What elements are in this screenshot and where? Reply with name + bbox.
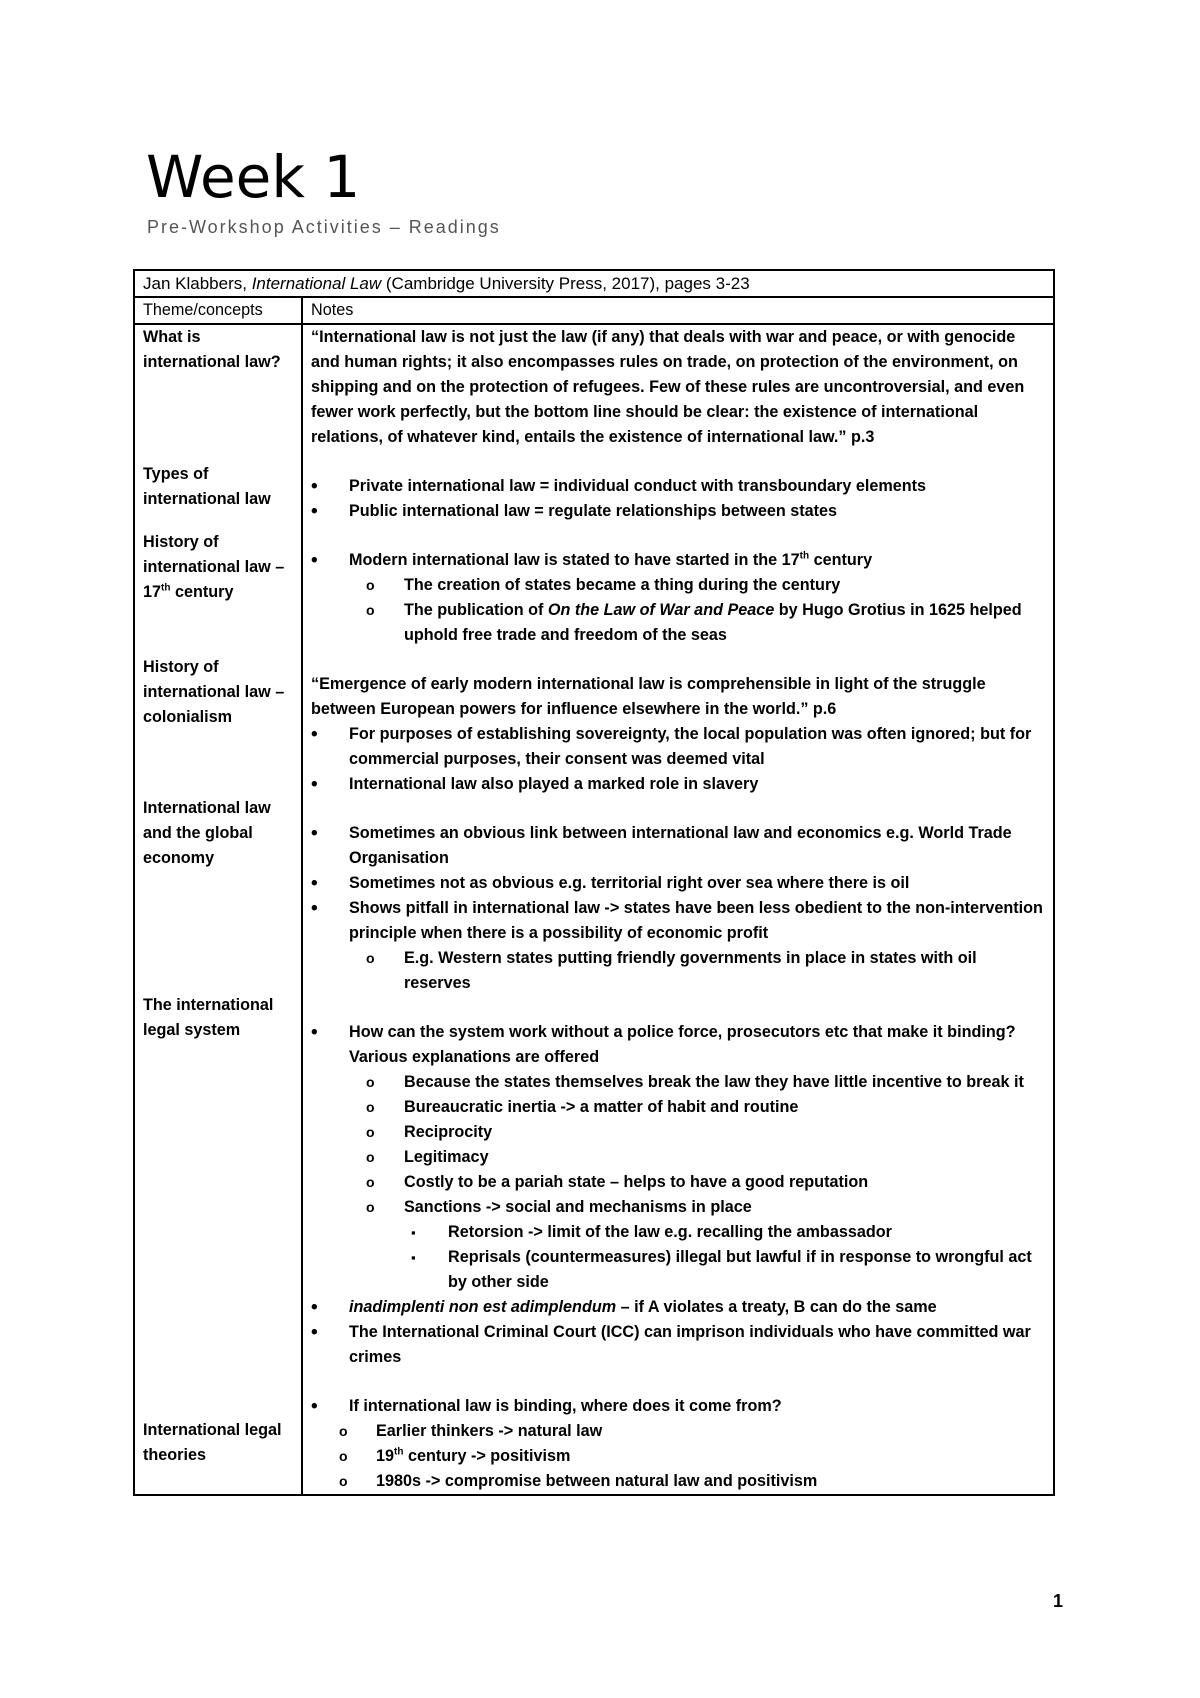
list-item: o Reciprocity [311, 1120, 1045, 1145]
note-section-definition [311, 325, 1045, 450]
citation-details: (Cambridge University Press, 2017), pages 3-23 [381, 274, 750, 293]
note-section-types [311, 474, 1045, 524]
theme-legal-theories: International legal theories [143, 1421, 282, 1464]
theme-history-17th: History of international law – 17th century [143, 533, 285, 601]
notes-table [133, 269, 1055, 1496]
list-item: • The International Criminal Court (ICC) can imprison individuals who have committed war crimes [311, 1320, 1045, 1370]
list-item: o The creation of states became a thing during the century [311, 573, 1045, 598]
note-section-global-economy [311, 821, 1045, 996]
list-item: • International law also played a marked role in slavery [311, 772, 1045, 797]
list-item: o Bureaucratic inertia -> a matter of habit and routine [311, 1095, 1045, 1120]
source-citation [134, 270, 1054, 297]
page-subtitle: Pre-Workshop Activities – Readings [147, 217, 501, 237]
theme-what-is-international-law: What is international law? [143, 328, 281, 371]
list-item: • For purposes of establishing sovereignty, the local population was often ignored; but for commercial purposes, their consent was deemed vital [311, 722, 1045, 772]
theme-history-colonialism: History of international law – colonialism [143, 658, 285, 726]
list-item: o Sanctions -> social and mechanisms in place [311, 1195, 1045, 1220]
list-item: • Modern international law is stated to have started in the 17th century [311, 548, 1045, 573]
list-item: • Sometimes an obvious link between international law and economics e.g. World Trade Organisation [311, 821, 1045, 871]
list-item: ▪ Retorsion -> limit of the law e.g. recalling the ambassador [311, 1220, 1045, 1245]
citation-author: Jan Klabbers, [143, 274, 252, 293]
list-item: • Private international law = individual conduct with transboundary elements [311, 474, 1045, 499]
header-row [134, 297, 1054, 324]
list-item: o 19th century -> positivism [311, 1444, 1045, 1469]
list-item: ▪ Reprisals (countermeasures) illegal but lawful if in response to wrongful act by other side [311, 1245, 1045, 1295]
list-item: • How can the system work without a police force, prosecutors etc that make it binding? Various explanations are offered [311, 1020, 1045, 1070]
list-item: o E.g. Western states putting friendly governments in place in states with oil reserves [311, 946, 1045, 996]
source-row [134, 270, 1054, 297]
theme-types: Types of international law [143, 465, 271, 508]
notes-column [302, 324, 1054, 1495]
list-item: o Costly to be a pariah state – helps to have a good reputation [311, 1170, 1045, 1195]
list-item: • inadimplenti non est adimplendum – if A violates a treaty, B can do the same [311, 1295, 1045, 1320]
column-header-theme: Theme/concepts [134, 297, 302, 324]
colonialism-quote: “Emergence of early modern international law is comprehensible in light of the struggle between European powers for influence elsewhere in the world.” p.6 [311, 675, 986, 718]
list-item: • If international law is binding, where does it come from? [311, 1394, 1045, 1419]
page-title: Week 1 [146, 143, 361, 211]
list-item: o Because the states themselves break the law they have little incentive to break it [311, 1070, 1045, 1095]
list-item: • Shows pitfall in international law -> states have been less obedient to the non-intervention principle when there is a possibility of economic profit [311, 896, 1045, 946]
theme-legal-system: The international legal system [143, 996, 274, 1039]
column-header-notes: Notes [302, 297, 1054, 324]
note-section-history-17th [311, 548, 1045, 648]
list-item: o 1980s -> compromise between natural law and positivism [311, 1469, 1045, 1494]
note-section-legal-system [311, 1020, 1045, 1370]
citation-book-title: International Law [251, 274, 382, 293]
list-item: o The publication of On the Law of War and Peace by Hugo Grotius in 1625 helped uphold free trade and freedom of the seas [311, 598, 1045, 648]
theme-global-economy: International law and the global economy [143, 799, 271, 867]
note-section-legal-theories [311, 1394, 1045, 1494]
list-item: • Public international law = regulate relationships between states [311, 499, 1045, 524]
list-item: o Legitimacy [311, 1145, 1045, 1170]
note-section-colonialism [311, 672, 1045, 797]
definition-quote: “International law is not just the law (if any) that deals with war and peace, or with genocide and human rights; it also encompasses rules on trade, on protection of the environment, on shipping and on the protection of refugees. Few of these rules are uncontroversial, and even fewer work perfectly, but the bottom line should be clear: the existence of international relations, of whatever kind, entails the existence of international law.” p.3 [311, 328, 1025, 446]
list-item: o Earlier thinkers -> natural law [311, 1419, 1045, 1444]
page-number: 1 [1053, 1591, 1064, 1611]
list-item: • Sometimes not as obvious e.g. territorial right over sea where there is oil [311, 871, 1045, 896]
content-row [134, 324, 1054, 1495]
theme-column [134, 324, 302, 1495]
